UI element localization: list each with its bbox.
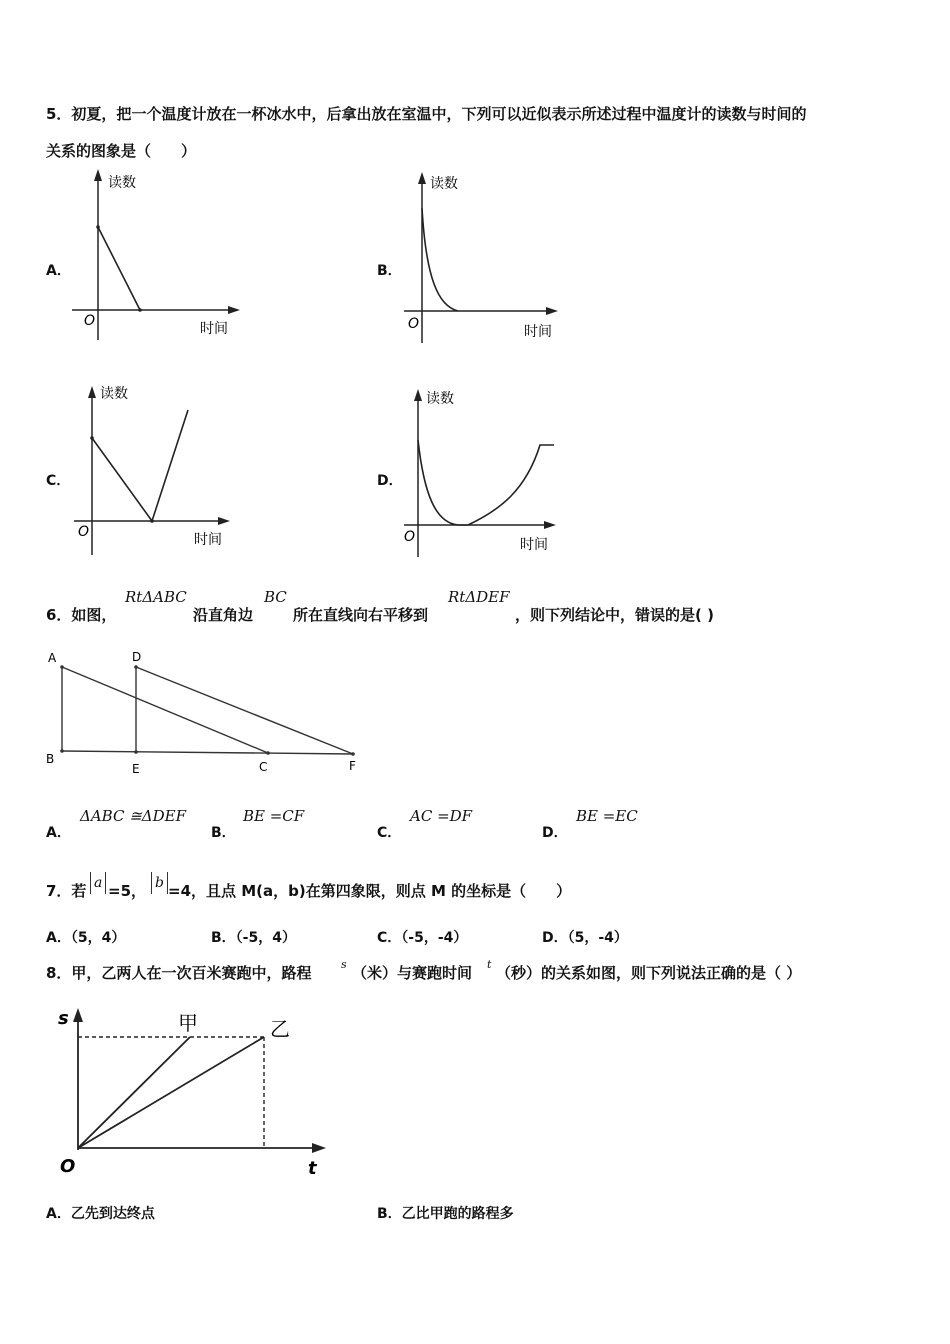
jia-line [78, 1037, 190, 1148]
q6-option-a-expr: ΔABC ≅ΔDEF [80, 807, 186, 825]
q6-figure [40, 645, 370, 780]
q8-figure [50, 1000, 350, 1185]
point-min [150, 519, 154, 523]
q6-option-c-label: C． [377, 825, 402, 841]
origin-label: O [84, 313, 96, 329]
q8-rest: （秒）的关系如图，则下列说法正确的是（ ） [496, 964, 802, 982]
q7-option-a: A．（5，4） [46, 930, 126, 946]
label-e: E [132, 762, 140, 776]
q5-stem-line1: 5．初夏，把一个温度计放在一杯冰水中，后拿出放在室温中，下列可以近似表示所述过程中温度计的读数与时间的 [46, 105, 807, 123]
q5-graph-c [70, 380, 260, 560]
q7-abs-b [151, 872, 168, 894]
y-axis-label: 读数 [430, 176, 458, 192]
q5-graph-a [60, 165, 250, 350]
q5-graph-d [400, 385, 590, 565]
x-axis-arrow [218, 517, 230, 525]
q5-option-c-label: C． [46, 473, 71, 489]
origin-label: O [408, 316, 420, 332]
q5-stem-line2: 关系的图象是（ ） [46, 142, 197, 160]
q7-var-b: b [155, 875, 164, 891]
q6-suffix: ，则下列结论中，错误的是( ) [515, 606, 714, 624]
t-axis-label: t [308, 1158, 317, 1179]
q5-option-d-label: D． [377, 473, 403, 489]
curve [92, 410, 188, 521]
x-axis-label: 时间 [194, 532, 222, 548]
curve [422, 208, 458, 311]
q8-var-t: t [487, 958, 492, 971]
q6-triangle-def: RtΔDEF [448, 588, 510, 606]
point-end [138, 308, 142, 312]
q7-eq5: =5， [108, 882, 147, 900]
q7-option-b: B．（-5，4） [211, 930, 296, 946]
q6-mid2: 所在直线向右平移到 [293, 606, 429, 624]
y-axis-label: 读数 [108, 175, 136, 191]
x-axis-label: 时间 [520, 537, 548, 553]
q7-abs-a [90, 872, 106, 894]
yi-line [78, 1037, 264, 1148]
y-axis-label: 读数 [100, 386, 128, 402]
q6-triangle-abc: RtΔABC [125, 588, 187, 606]
x-axis-arrow [546, 307, 558, 315]
y-axis-arrow [88, 386, 96, 398]
x-axis-label: 时间 [200, 321, 228, 337]
point-d [134, 665, 138, 669]
q7-option-d: D．（5，-4） [542, 930, 628, 946]
s-axis-label: s [58, 1008, 69, 1029]
q7-prefix: 7．若 [46, 882, 87, 900]
y-axis-arrow [94, 169, 102, 181]
origin-label: O [78, 524, 90, 540]
y-axis-arrow [414, 389, 422, 401]
x-axis-arrow [544, 521, 556, 529]
y-axis-arrow [418, 172, 426, 184]
q5-option-b-label: B． [377, 263, 402, 279]
q5-graph-b [390, 168, 580, 353]
origin-label: O [60, 1156, 76, 1177]
label-c: C [259, 760, 268, 774]
q8-var-s: s [341, 958, 347, 971]
q8-option-a: A．乙先到达终点 [46, 1206, 155, 1222]
point-b [60, 749, 64, 753]
q6-option-d-label: D． [542, 825, 568, 841]
y-axis-label: 读数 [426, 391, 454, 407]
q6-option-d-expr: BE =EC [576, 807, 638, 825]
point-e [134, 750, 138, 754]
origin-label: O [404, 529, 416, 545]
s-axis-arrow [73, 1008, 83, 1022]
jia-label: 甲 [178, 1011, 198, 1035]
segment-df [136, 667, 353, 754]
q8-mid: （米）与赛跑时间 [352, 964, 473, 982]
point-f [351, 752, 355, 756]
yi-label: 乙 [270, 1017, 290, 1041]
q5-option-a-label: A． [46, 263, 71, 279]
q8-option-b: B．乙比甲跑的路程多 [377, 1206, 514, 1222]
t-axis-arrow [312, 1143, 326, 1153]
label-f: F [349, 759, 356, 773]
q6-option-c-expr: AC =DF [410, 807, 473, 825]
q6-prefix: 6．如图， [46, 606, 117, 624]
q6-option-a-label: A． [46, 825, 71, 841]
q7-var-a: a [94, 875, 103, 891]
point-a [60, 665, 64, 669]
label-b: B [46, 752, 55, 766]
q8-prefix: 8．甲，乙两人在一次百米赛跑中，路程 [46, 964, 312, 982]
q6-option-b-expr: BE =CF [243, 807, 305, 825]
point-start [90, 436, 94, 440]
point-c [266, 751, 270, 755]
label-a: A [48, 651, 57, 665]
q6-segment-bc: BC [264, 588, 287, 606]
x-axis-label: 时间 [524, 324, 552, 340]
x-axis-arrow [228, 306, 240, 314]
point-start [96, 225, 100, 229]
segment-bf [62, 751, 353, 754]
curve [418, 440, 554, 525]
segment-ac [62, 667, 268, 753]
label-d: D [132, 650, 142, 664]
q7-rest: =4，且点 M(a，b)在第四象限，则点 M 的坐标是（ ） [168, 882, 572, 900]
q6-mid1: 沿直角边 [193, 606, 254, 624]
q7-option-c: C．（-5，-4） [377, 930, 468, 946]
curve [98, 227, 140, 310]
q6-option-b-label: B． [211, 825, 236, 841]
